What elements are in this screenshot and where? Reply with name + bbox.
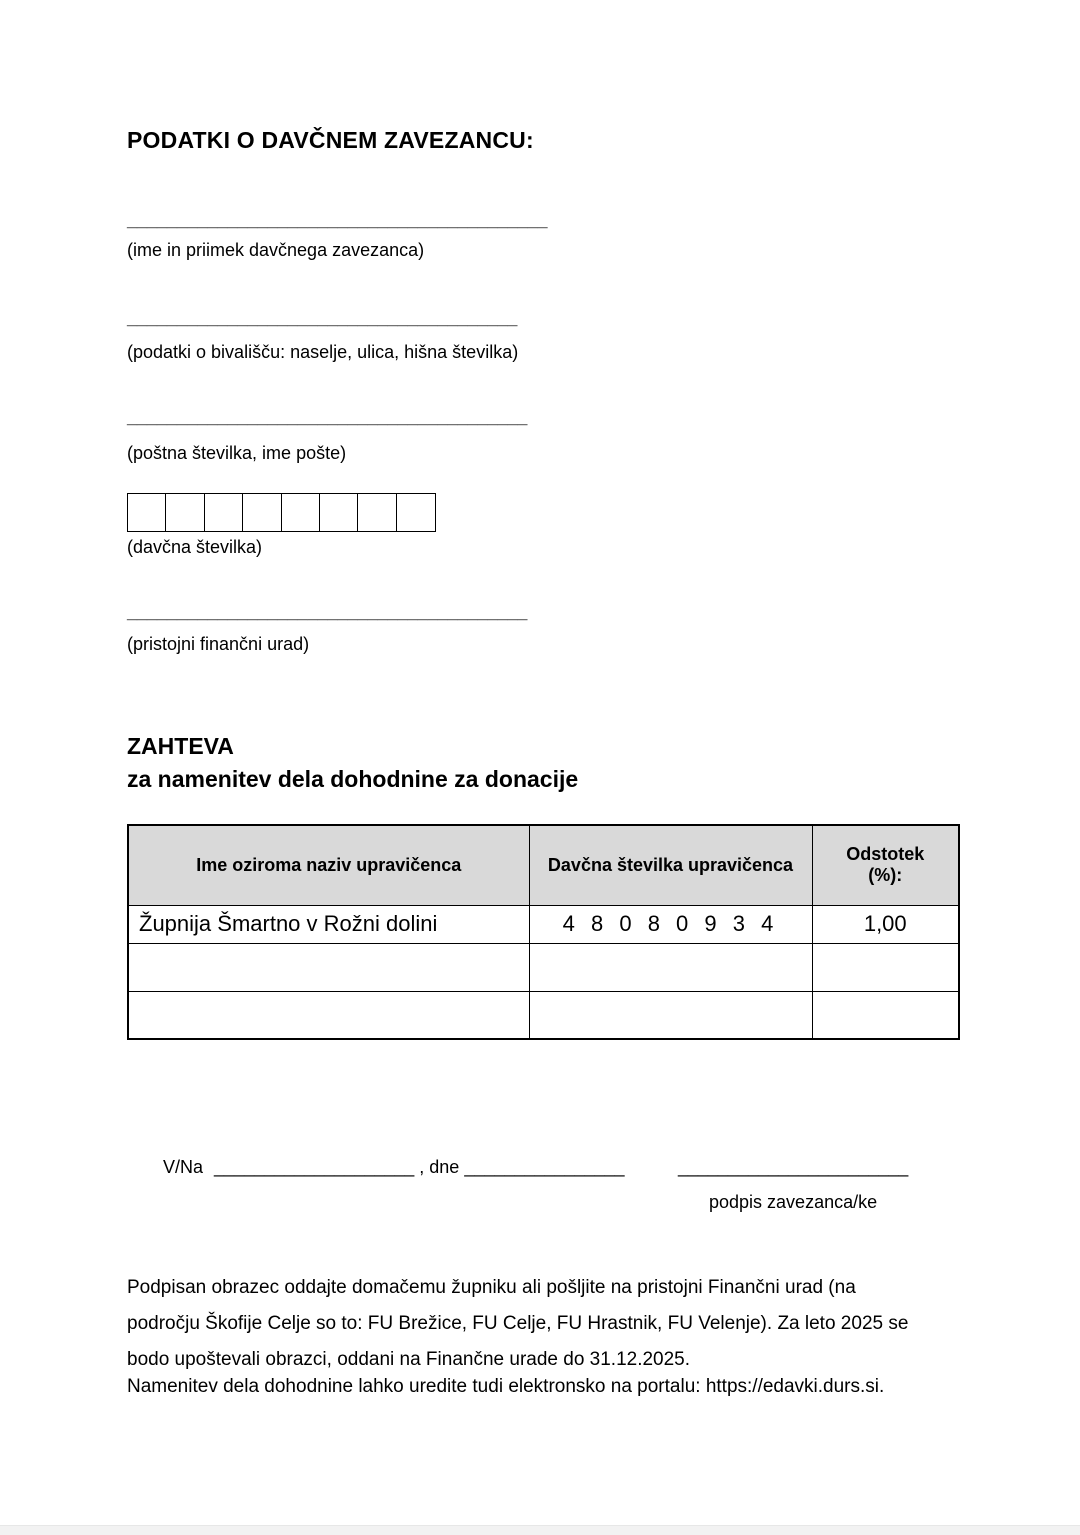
footer-edavki-note: Namenitev dela dohodnine lahko uredite tudi elektronsko na portalu: https://edavki.durs.si. <box>127 1376 885 1397</box>
header-beneficiary-tax-number: Davčna številka upravičenca <box>529 825 812 905</box>
place-date-line <box>163 1157 625 1178</box>
name-blank-line: __________________________________________ <box>127 210 548 230</box>
footer-instructions-line3: bodo upoštevali obrazci, oddani na Finančne urade do 31.12.2025. <box>127 1349 691 1370</box>
donation-table <box>127 824 960 1040</box>
footer-instructions-line2: področju Škofije Celje so to: FU Brežice, FU Celje, FU Hrastnik, FU Velenje). Za leto 2025 se <box>127 1313 909 1334</box>
address-field-label: (podatki o bivališču: naselje, ulica, hišna številka) <box>127 342 519 362</box>
postal-blank-line: ________________________________________ <box>127 407 528 427</box>
name-field-label: (ime in priimek davčnega zavezanca) <box>127 240 425 260</box>
request-title: ZAHTEVA <box>127 733 234 759</box>
header-percentage-line2: (%): <box>868 865 903 886</box>
viewer-bottom-strip <box>0 1525 1080 1535</box>
tax-digit-box-6 <box>319 493 359 532</box>
tax-digit-box-4 <box>242 493 282 532</box>
postal-field-label: (poštna številka, ime pošte) <box>127 443 347 463</box>
beneficiary-percent-cell <box>812 991 959 1039</box>
tax-digit-box-3 <box>204 493 244 532</box>
tax-digit-box-5 <box>281 493 321 532</box>
office-blank-line: ________________________________________ <box>127 602 528 622</box>
tax-digit-box-2 <box>165 493 205 532</box>
beneficiary-percent-cell <box>812 943 959 991</box>
beneficiary-tax-number-cell <box>529 991 812 1039</box>
place-label: V/Na <box>163 1157 204 1177</box>
tax-digit-box-8 <box>396 493 436 532</box>
table-row <box>128 905 959 943</box>
header-percentage <box>812 825 959 905</box>
office-field-label: (pristojni finančni urad) <box>127 634 310 654</box>
tax-number-field-label: (davčna številka) <box>127 537 263 557</box>
tax-number-boxes <box>127 493 436 532</box>
beneficiary-tax-number-cell: 4 8 0 8 0 9 3 4 <box>529 905 812 943</box>
table-row <box>128 991 959 1039</box>
beneficiary-tax-number-cell <box>529 943 812 991</box>
beneficiary-name-cell: Župnija Šmartno v Rožni dolini <box>128 905 529 943</box>
beneficiary-name-cell <box>128 943 529 991</box>
beneficiary-name-cell <box>128 991 529 1039</box>
signature-blank-line: _______________________ <box>678 1157 909 1177</box>
header-percentage-line1: Odstotek <box>846 844 925 865</box>
header-beneficiary-name: Ime oziroma naziv upravičenca <box>128 825 529 905</box>
footer-instructions-line1: Podpisan obrazec oddajte domačemu župniku ali pošljite na pristojni Finančni urad (na <box>127 1277 856 1298</box>
footer-instructions <box>127 1270 908 1378</box>
table-row <box>128 943 959 991</box>
tax-digit-box-1 <box>127 493 167 532</box>
section-title-taxpayer-data: PODATKI O DAVČNEM ZAVEZANCU: <box>127 127 534 153</box>
signature-label: podpis zavezanca/ke <box>709 1192 878 1212</box>
beneficiary-percent-cell: 1,00 <box>812 905 959 943</box>
address-blank-line: _______________________________________ <box>127 308 518 328</box>
place-blank-line: ____________________ <box>214 1157 415 1177</box>
table-header-row <box>128 825 959 905</box>
date-label: , dne <box>419 1157 460 1177</box>
tax-digit-box-7 <box>357 493 397 532</box>
request-subtitle: za namenitev dela dohodnine za donacije <box>127 766 579 792</box>
date-blank-line: ________________ <box>464 1157 625 1177</box>
